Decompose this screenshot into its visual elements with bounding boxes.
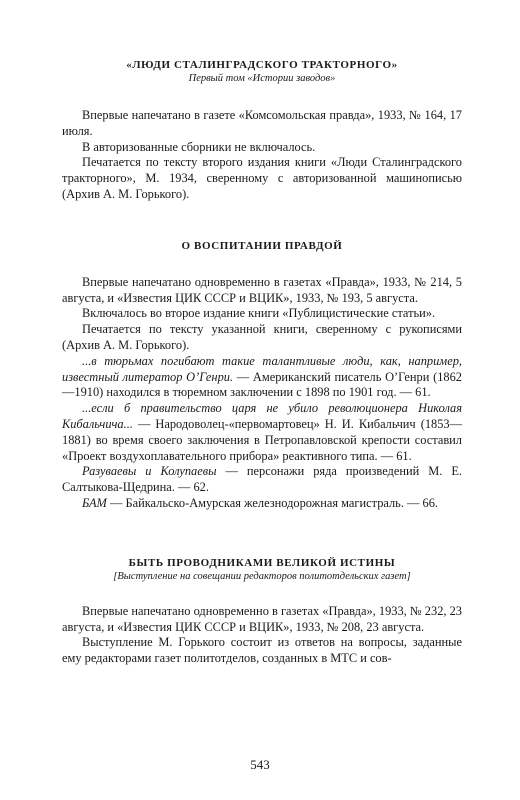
paragraph: Печатается по тексту второго издания книги «Люди Сталинградского тракторного», М. 1934, сверенному с авторизованной машинописью (Архив А. М. Горького).: [62, 155, 462, 201]
footnote: [62, 496, 462, 512]
paragraph: Выступление М. Горького состоит из ответов на вопросы, заданные ему редакторами газет политотделов, созданных в МТС и сов-: [62, 635, 462, 666]
section-subtitle: Первый том «Истории заводов»: [188, 73, 336, 84]
paragraph: Печатается по тексту указанной книги, сверенному с рукописями (Архив А. М. Горького).: [62, 322, 462, 352]
section-stalingrad-tractor: [62, 58, 462, 203]
section-title: БЫТЬ ПРОВОДНИКАМИ ВЕЛИКОЙ ИСТИНЫ: [128, 556, 396, 569]
paragraph: Впервые напечатано одновременно в газетах «Правда», 1933, № 214, 5 августа, и «Известия ЦИК СССР и ВЦИК», 1933, № 193, 5 августа.: [62, 274, 462, 305]
paragraph: Впервые напечатано в газете «Комсомольская правда», 1933, № 164, 17 июля.: [62, 108, 462, 138]
footnote-text: — Байкальско-Амурская железнодорожная магистраль. — 66.: [106, 495, 439, 510]
section-upbringing-truth: [62, 239, 462, 512]
footnote-quote: ...если б правительство царя не убило революционера Николая Кибальчича...: [62, 401, 462, 431]
paragraph: Включалось во второе издание книги «Публицистические статьи».: [82, 306, 436, 321]
footnote-quote: Разуваевы и Колупаевы: [82, 464, 217, 479]
footnote-quote: ...в тюрьмах погибают такие талантливые люди, как, например, известный литератор О’Генри.: [62, 353, 462, 384]
page-number: 543: [250, 757, 270, 772]
section-title: «ЛЮДИ СТАЛИНГРАДСКОГО ТРАКТОРНОГО»: [126, 59, 398, 71]
page-body: [62, 58, 462, 667]
paragraph: Впервые напечатано одновременно в газетах «Правда», 1933, № 232, 23 августа, и «Известия ЦИК СССР и ВЦИК», 1933, № 208, 23 августа.: [62, 603, 462, 634]
paragraph: В авторизованные сборники не включалось.: [82, 139, 316, 154]
footnote-text: — персонажи ряда произведений М. Е. Салтыкова-Щедрина. — 62.: [62, 464, 462, 495]
section-subtitle: [Выступление на совещании редакторов политотдельских газет]: [113, 570, 411, 582]
footnote-quote: БАМ: [82, 495, 107, 510]
section-title: О ВОСПИТАНИИ ПРАВДОЙ: [181, 239, 343, 252]
section-conductors-truth: [62, 556, 462, 667]
footnote-text: — Народоволец-«первомартовец» Н. И. Кибальчич (1853—1881) во время своего заключения в Петропавловской крепости составил «Проект воздухоплавательного прибора» реактивного типа. — 61.: [62, 416, 462, 463]
footnote-text: — Американский писатель О’Генри (1862—1910) находился в тюремном заключении с 1898 по 1901 год. — 61.: [62, 369, 462, 400]
footnote: [62, 401, 462, 464]
footnote: [62, 464, 462, 496]
footnote: [62, 354, 462, 401]
